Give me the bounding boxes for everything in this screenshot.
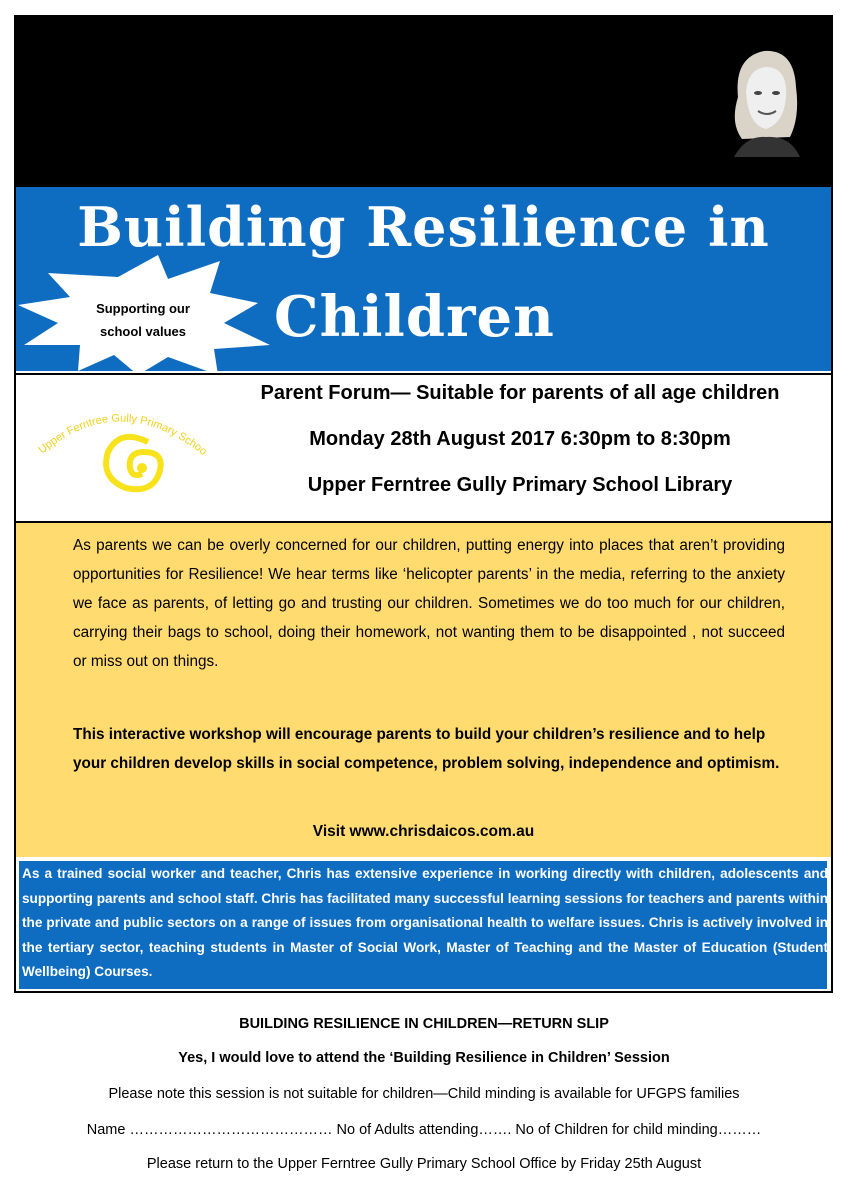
child-minding-note: Please note this session is not suitable for children—Child minding is available for UFGPS families [108, 1086, 740, 1102]
starburst-line-1: Supporting our [96, 301, 190, 316]
school-address-line-2: Ferntree Gully [97, 128, 207, 145]
website-link[interactable]: Visit www.chrisdaicos.com.au [312, 823, 535, 840]
bio-text: As a trained social worker and teacher, Chris has extensive experience in working directly with children, adolescents and supporting parents and school staff. Chris has facilitated many successful learning sessions for teachers and parents within the private and public sectors on a range of issues from organisational health to welfare issues. Chris is actively involved in the tertiary sector, teaching students in Master of Social Work, Master of Teaching and the Master of Education (Student Wellbeing) Courses. [22, 866, 829, 980]
school-address [52, 107, 252, 147]
attendance-fields[interactable]: Name …………………………………… No of Adults attending……. No of Children for child minding……… [86, 1122, 762, 1138]
event-venue: Upper Ferntree Gully Primary School Library [307, 474, 733, 496]
starburst-text [78, 297, 208, 343]
return-slip-heading: BUILDING RESILIENCE IN CHILDREN—RETURN SLIP [239, 1016, 609, 1032]
workshop-summary: This interactive workshop will encourage parents to build your children’s resilience and to help your children develop skills in social competence, problem solving, independence and optimism. [73, 726, 780, 772]
school-address-line-1: Talaskia Road, Upper [71, 108, 233, 125]
school-name-line-2: Primary School [93, 80, 211, 97]
speaker-last-name: DAICOS [572, 112, 694, 147]
title-line-2: Children [274, 284, 555, 350]
event-date-time: Monday 28th August 2017 6:30pm to 8:30pm [309, 428, 731, 450]
speaker-photo [716, 37, 812, 157]
school-name [52, 45, 252, 147]
attend-statement: Yes, I would love to attend the ‘Building Resilience in Children’ Session [178, 1050, 670, 1066]
description-paragraph: As parents we can be overly concerned for our children, putting energy into places that aren’t providing opportunities for Resilience! We hear terms like ‘helicopter parents’ in the media, referring to the anxiety we face as parents, of letting go and trusting our children. Sometimes we do too much for our children, carrying their bags to school, doing their homework, not wanting them to be disappointed , not succeed or miss out on things. [73, 537, 785, 670]
speaker-first-name: CHRIS [584, 55, 682, 90]
speaker-name [548, 44, 718, 158]
starburst-line-2: school values [100, 324, 186, 339]
school-name-line-1: Upper Ferntree Gully [72, 51, 232, 68]
title-line-1: Building Resilience in [77, 195, 770, 259]
return-instructions: Please return to the Upper Ferntree Gully Primary School Office by Friday 25th August [146, 1156, 702, 1172]
school-logo [30, 394, 212, 502]
event-audience: Parent Forum— Suitable for parents of all age children [260, 382, 780, 404]
invite-text [278, 48, 518, 148]
school-logo-text: Upper Ferntree Gully Primary Schoo [36, 412, 209, 458]
invite-line-1: Invites you to a [292, 57, 504, 89]
invite-line-2: night with [329, 107, 467, 139]
